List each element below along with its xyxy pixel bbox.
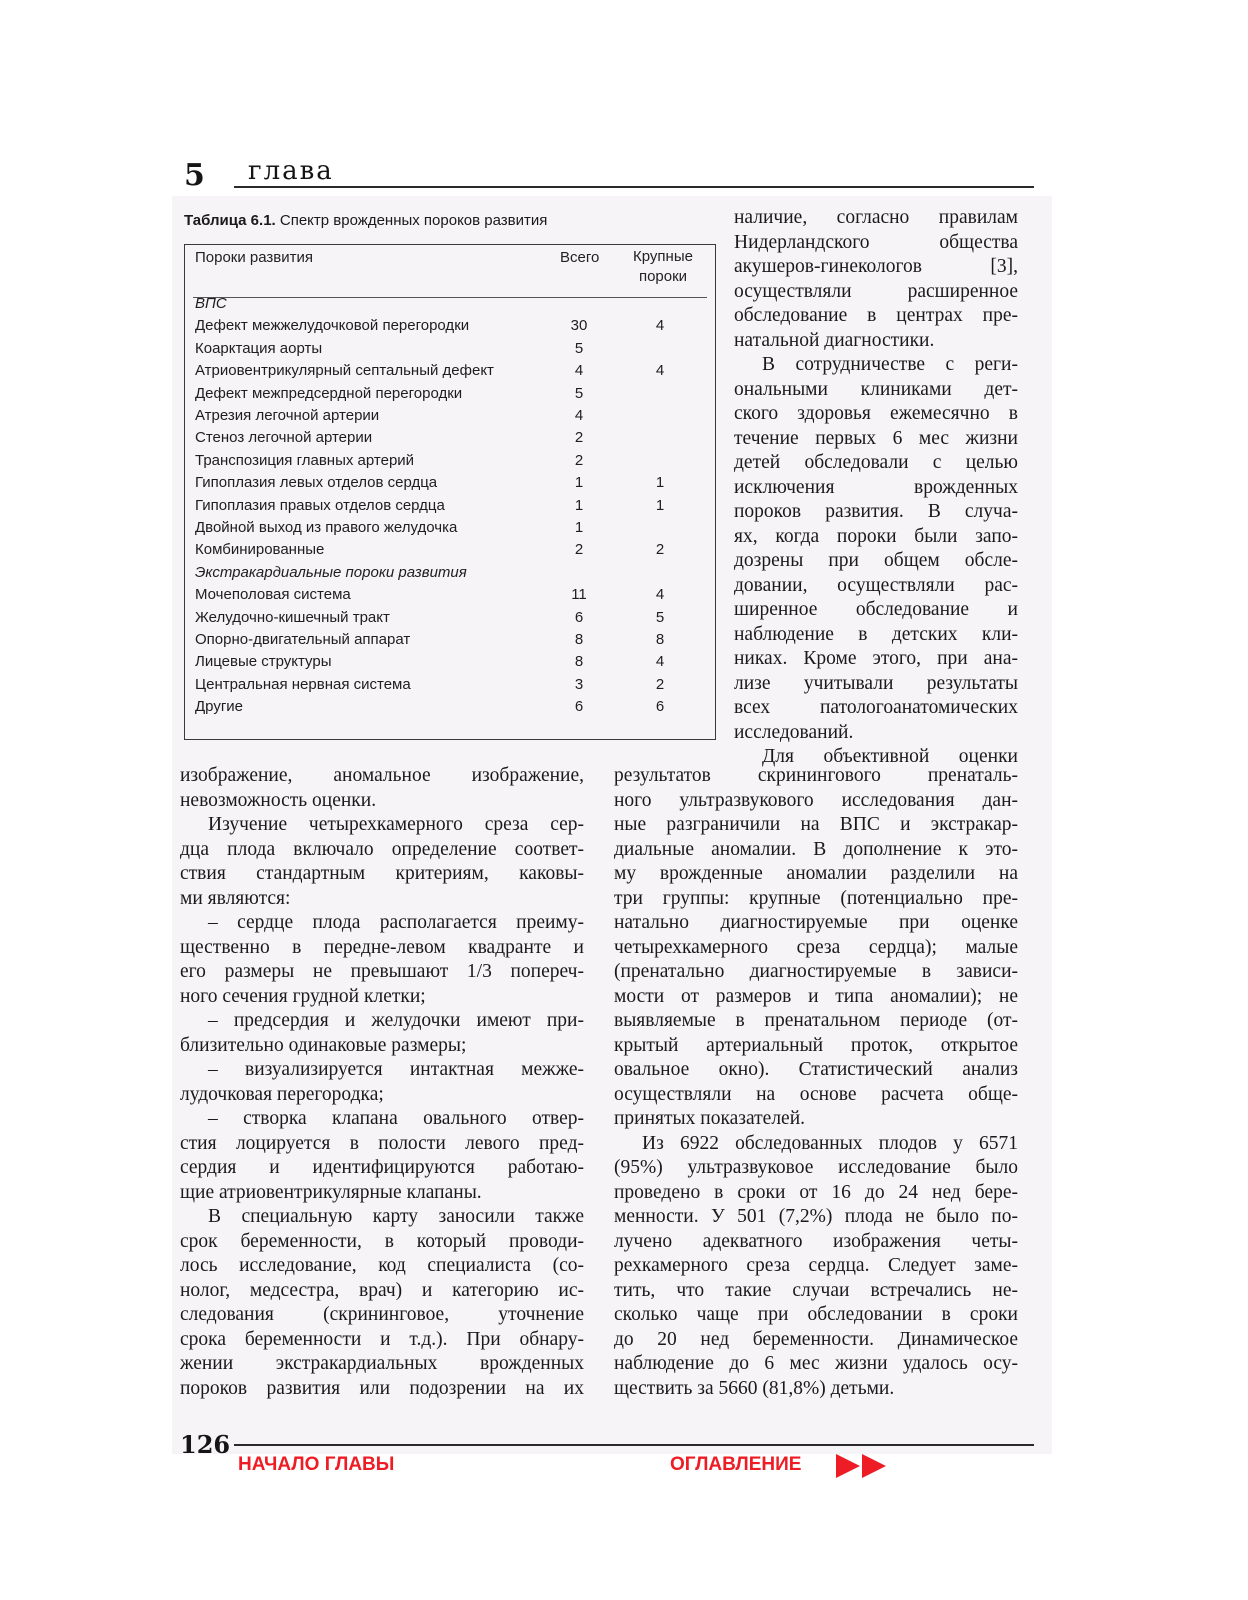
text-line: натально диагностируемые при оценке	[614, 912, 1018, 933]
text-line: осуществляли расширенное	[734, 280, 1018, 302]
major-count: 8	[655, 631, 665, 648]
text-line: принятых показателей.	[614, 1108, 806, 1129]
text-line: – сердце плода располагается преиму-	[208, 912, 584, 933]
text-line: мости от размеров и типа аномалии); не	[614, 985, 1018, 1007]
text-line: рехкамерного среза сердца. Следует заме-	[614, 1255, 1018, 1276]
column-header-malformation: Пороки развития	[195, 249, 314, 266]
total-count: 4	[574, 407, 584, 424]
table-row	[195, 385, 705, 407]
total-count: 5	[574, 339, 584, 357]
malformation-name: Дефект межпредсердной перегородки	[195, 384, 463, 402]
malformation-name: Коарктация аорты	[195, 339, 323, 357]
text-line: обследование в центрах пре-	[734, 305, 1018, 326]
major-count: 1	[655, 496, 665, 514]
malformation-name: Гипоплазия правых отделов сердца	[195, 496, 445, 514]
table-row	[195, 452, 705, 474]
text-line: срока беременности и т.д.). При обнару-	[180, 1328, 584, 1350]
malformation-name: Стеноз легочной артерии	[195, 429, 373, 447]
malformation-name: Экстракардиальные пороки развития	[195, 563, 467, 581]
major-count: 6	[655, 698, 665, 716]
malformation-name: ВПС	[195, 295, 227, 312]
text-line: исключения врожденных	[734, 476, 1018, 498]
text-line: ного сечения грудной клетки;	[180, 985, 426, 1007]
text-line: (пренатально диагностируемые в зависи-	[614, 961, 1018, 982]
text-line: крытый артериальный проток, открытое	[614, 1034, 1018, 1056]
total-count: 30	[570, 317, 588, 335]
chapter-title: глава	[248, 156, 334, 186]
text-column-right-top	[734, 206, 1018, 770]
page-number: 126	[180, 1430, 231, 1459]
text-line: до 20 нед беременности. Динамическое	[614, 1328, 1018, 1350]
table-caption-number: Таблица 6.1.	[184, 212, 276, 229]
malformation-name: Другие	[195, 698, 244, 716]
footer-divider	[234, 1444, 1034, 1446]
text-line: пороков развития. В случа-	[734, 501, 1018, 522]
text-line: довании, осуществляли рас-	[734, 574, 1018, 596]
text-line: щие атриовентрикулярные клапаны.	[180, 1181, 482, 1203]
major-count: 2	[655, 675, 665, 693]
text-column-right-bottom	[614, 764, 1018, 1401]
text-line: овальное окно). Статистический анализ	[614, 1059, 1018, 1080]
table-caption-text: Спектр врожденных пороков развития	[275, 212, 548, 229]
table-row	[195, 586, 705, 608]
text-line: ного ультразвукового исследования дан-	[614, 789, 1018, 811]
major-count: 4	[655, 586, 665, 604]
text-line: исследований.	[734, 721, 854, 743]
table-group-row	[195, 295, 705, 317]
text-line: (95%) ультразвуковое исследование было	[614, 1157, 1018, 1178]
text-line: детей обследовали с целью	[734, 452, 1018, 473]
text-line: В специальную карту заносили также	[208, 1206, 584, 1227]
table-row	[195, 362, 705, 384]
table-of-contents-link[interactable]: ОГЛАВЛЕНИЕ	[670, 1454, 802, 1475]
text-line: ми являются:	[180, 887, 291, 909]
column-header-total: Всего	[560, 249, 600, 266]
text-line: пороков развития или подозрении на их	[180, 1377, 584, 1399]
total-count: 8	[574, 631, 584, 648]
malformation-name: Атрезия легочной артерии	[195, 407, 380, 424]
text-line: лизе учитывали результаты	[734, 672, 1018, 694]
text-line: три группы: крупные (потенциально пре-	[614, 887, 1018, 909]
total-count: 2	[574, 429, 584, 447]
text-line: Из 6922 обследованных плодов у 6571	[642, 1132, 1018, 1154]
text-line: наличие, согласно правилам	[734, 207, 1018, 228]
total-count: 5	[574, 384, 584, 402]
text-line: акушеров-гинекологов [3],	[734, 256, 1018, 277]
table-row	[195, 676, 705, 698]
total-count: 4	[574, 362, 584, 380]
text-line: дца плода включало определение соответ-	[180, 838, 584, 860]
table-caption	[184, 212, 547, 229]
text-line: – визуализируется интактная межже-	[208, 1059, 584, 1080]
table-row	[195, 609, 705, 631]
column-header-major: Крупные пороки	[633, 248, 693, 285]
malformation-name: Атриовентрикулярный септальный дефект	[195, 362, 494, 380]
major-count: 4	[655, 653, 665, 671]
table-row	[195, 340, 705, 362]
malformation-name: Желудочно-кишечный тракт	[195, 608, 390, 626]
text-line: – предсердия и желудочки имеют при-	[208, 1010, 584, 1031]
text-line: В сотрудничестве с реги-	[762, 354, 1018, 375]
text-line: всех патологоанатомических	[734, 697, 1018, 718]
text-line: наблюдение в детских кли-	[734, 623, 1018, 645]
text-line: нолог, медсестра, врач) и категорию ис-	[180, 1279, 584, 1301]
total-count: 1	[574, 474, 584, 492]
malformation-name: Лицевые структуры	[195, 653, 332, 671]
text-line: лучено адекватного изображения четы-	[614, 1230, 1018, 1252]
table-row	[195, 698, 705, 720]
table-row	[195, 474, 705, 496]
text-line: ществить за 5660 (81,8%) детьми.	[614, 1377, 895, 1399]
total-count: 1	[574, 496, 584, 514]
text-line: жении экстракардиальных врожденных	[180, 1353, 584, 1374]
text-line: результатов скринингового пренаталь-	[614, 765, 1018, 786]
total-count: 8	[574, 653, 584, 671]
total-count: 6	[574, 608, 584, 626]
text-line: – створка клапана овального отвер-	[208, 1108, 584, 1129]
malformation-name: Двойной выход из правого желудочка	[195, 519, 458, 536]
table-row	[195, 541, 705, 563]
table-group-row	[195, 564, 705, 586]
text-line: невозможность оценки.	[180, 789, 377, 811]
text-line: натальной диагностики.	[734, 329, 935, 351]
text-column-left	[180, 764, 584, 1401]
text-line: ширенное обследование и	[734, 599, 1018, 620]
major-count: 5	[655, 608, 665, 626]
table-row	[195, 519, 705, 541]
major-count: 2	[655, 541, 665, 559]
total-count: 6	[574, 698, 584, 716]
text-line: выявляемые в пренатальном периоде (от-	[614, 1010, 1018, 1031]
text-line: Изучение четырехкамерного среза сер-	[208, 814, 584, 835]
major-count: 4	[655, 362, 665, 380]
text-line: сколько чаще при обследовании в сроки	[614, 1304, 1018, 1325]
text-line: изображение, аномальное изображение,	[180, 765, 584, 786]
malformation-name: Комбинированные	[195, 541, 325, 559]
header-divider	[234, 186, 1034, 188]
text-line: лось исследование, код специалиста (со-	[180, 1255, 584, 1276]
total-count: 2	[574, 541, 584, 559]
table-row	[195, 429, 705, 451]
chapter-number: 5	[184, 158, 205, 193]
malformation-table	[184, 244, 716, 740]
total-count: 1	[574, 519, 584, 536]
text-line: Нидерландского общества	[734, 231, 1018, 253]
text-line: осуществляли на основе расчета обще-	[614, 1083, 1018, 1105]
text-line: диальные аномалии. В дополнение к это-	[614, 838, 1018, 860]
double-arrow-right-icon[interactable]	[836, 1452, 896, 1480]
text-line: ные разграничили на ВПС и экстракар-	[614, 814, 1018, 835]
text-line: лудочковая перегородка;	[180, 1083, 384, 1105]
text-line: ствия стандартным критериям, каковы-	[180, 863, 584, 884]
text-line: близительно одинаковые размеры;	[180, 1034, 467, 1056]
table-row	[195, 407, 705, 429]
text-line: его размеры не превышают 1/3 попереч-	[180, 961, 584, 982]
text-line: следования (скрининговое, уточнение	[180, 1304, 584, 1325]
table-row	[195, 497, 705, 519]
text-line: ональными клиниками дет-	[734, 378, 1018, 400]
text-line: менности. У 501 (7,2%) плода не было по-	[614, 1206, 1018, 1227]
text-line: течение первых 6 мес жизни	[734, 427, 1018, 449]
text-line: стия лоцируется в полости левого пред-	[180, 1132, 584, 1154]
total-count: 2	[574, 451, 584, 469]
major-count: 4	[655, 317, 665, 335]
malformation-name: Центральная нервная система	[195, 675, 411, 693]
text-line: дозрены при общем обсле-	[734, 550, 1018, 571]
text-line: Для объективной оценки	[762, 746, 1018, 767]
text-line: ях, когда пороки были запо-	[734, 525, 1018, 547]
text-line: четырехкамерного среза сердца); малые	[614, 936, 1018, 958]
total-count: 3	[574, 675, 584, 693]
malformation-name: Транспозиция главных артерий	[195, 451, 415, 469]
malformation-name: Мочеполовая система	[195, 586, 351, 604]
text-line: никах. Кроме этого, при ана-	[734, 648, 1018, 669]
text-line: проведено в сроки от 16 до 24 нед бере-	[614, 1181, 1018, 1203]
table-row	[195, 317, 705, 339]
text-line: щественно в передне-левом квадранте и	[180, 936, 584, 958]
text-line: срок беременности, в который проводи-	[180, 1230, 584, 1252]
text-line: сердия и идентифицируются работаю-	[180, 1157, 584, 1178]
major-count: 1	[655, 474, 665, 492]
text-line: му врожденные аномалии разделили на	[614, 863, 1018, 884]
text-line: ского здоровья ежемесячно в	[734, 403, 1018, 424]
malformation-name: Опорно-двигательный аппарат	[195, 631, 411, 648]
text-line: наблюдение до 6 мес жизни удалось осу-	[614, 1353, 1018, 1374]
table-row	[195, 631, 705, 653]
chapter-start-link[interactable]: НАЧАЛО ГЛАВЫ	[238, 1454, 395, 1475]
malformation-name: Гипоплазия левых отделов сердца	[195, 474, 438, 492]
total-count: 11	[571, 586, 587, 604]
malformation-name: Дефект межжелудочковой перегородки	[195, 317, 470, 335]
text-line: тить, что такие случаи встречались не-	[614, 1279, 1018, 1301]
table-row	[195, 653, 705, 675]
